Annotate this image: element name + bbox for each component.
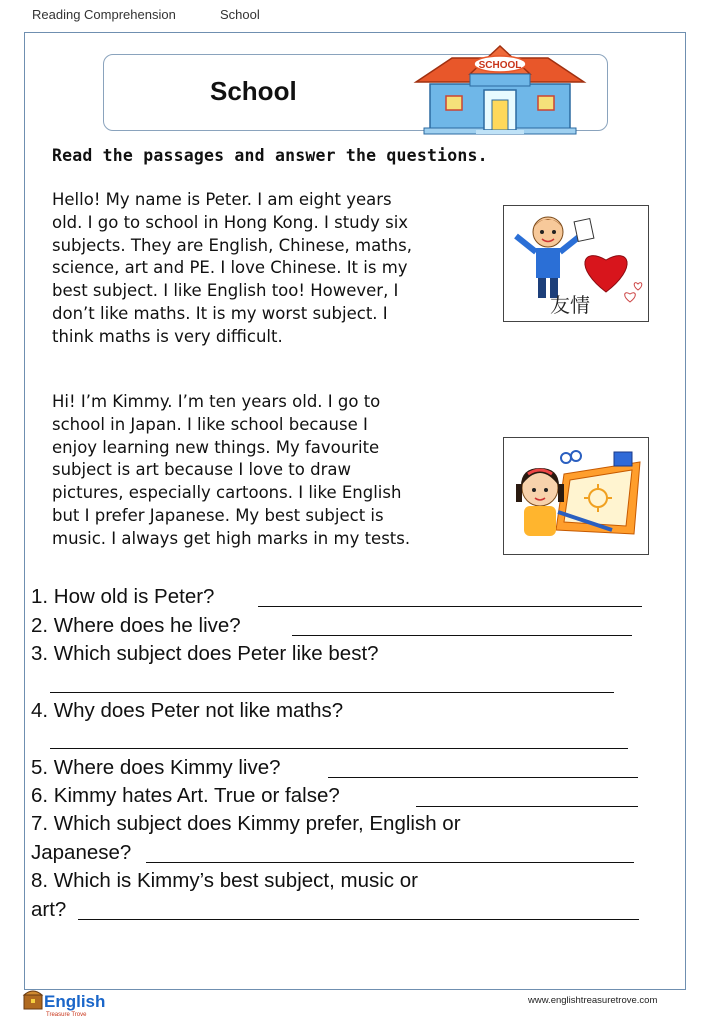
answer-line-8[interactable] xyxy=(78,919,639,920)
passage-line: subjects. They are English, Chinese, maths, xyxy=(52,235,412,255)
passage-line: science, art and PE. I love Chinese. It is my xyxy=(52,258,408,278)
boy-heart-icon xyxy=(504,206,648,321)
instruction-text: Read the passages and answer the questions. xyxy=(52,146,488,165)
school-building-icon xyxy=(412,44,588,136)
question-1: 1. How old is Peter? xyxy=(31,585,215,608)
passage-line: Hi! I’m Kimmy. I’m ten years old. I go to xyxy=(52,392,381,411)
passage-line: subject is art because I love to draw xyxy=(52,460,351,480)
passage-line: enjoy learning new things. My favourite xyxy=(52,437,380,457)
answer-line-1[interactable] xyxy=(258,606,642,607)
answer-line-6[interactable] xyxy=(416,806,638,807)
question-4: 4. Why does Peter not like maths? xyxy=(31,699,344,722)
passage-line: don’t like maths. It is my worst subject. I xyxy=(52,303,388,323)
english-treasure-trove-logo xyxy=(22,985,108,1025)
question-8: 8. Which is Kimmy’s best subject, music or xyxy=(31,869,418,892)
girl-drawing-icon xyxy=(504,438,648,554)
question-8-continued: art? xyxy=(31,898,67,921)
passage-line: music. I always get high marks in my tests. xyxy=(52,528,411,548)
passage-line: Hello! My name is Peter. I am eight years xyxy=(52,190,392,209)
passage-peter xyxy=(52,189,492,349)
answer-line-3[interactable] xyxy=(50,692,614,693)
page-title: School xyxy=(210,76,297,106)
question-6: 6. Kimmy hates Art. True or false? xyxy=(31,784,340,807)
answer-line-4[interactable] xyxy=(50,748,628,749)
header-topic: School xyxy=(220,7,260,22)
logo-subtext: Treasure Trove xyxy=(46,1012,87,1018)
logo-text: English xyxy=(44,992,106,1011)
header-title: Reading Comprehension xyxy=(32,7,176,22)
question-5: 5. Where does Kimmy live? xyxy=(31,756,281,779)
answer-line-5[interactable] xyxy=(328,777,638,778)
footer-url: www.englishtreasuretrove.com xyxy=(528,995,658,1006)
passage-line: best subject. I like English too! However, I xyxy=(52,281,399,301)
passage-line: pictures, especially cartoons. I like English xyxy=(52,483,402,503)
treasure-chest-icon xyxy=(22,985,108,1021)
boy-friendship-picture xyxy=(503,205,649,322)
passage-line: but I prefer Japanese. My best subject is xyxy=(52,505,384,525)
answer-line-7[interactable] xyxy=(146,862,634,863)
question-7-continued: Japanese? xyxy=(31,841,132,864)
question-3: 3. Which subject does Peter like best? xyxy=(31,642,379,665)
girl-art-picture xyxy=(503,437,649,555)
friendship-caption: 友情 xyxy=(550,293,590,317)
passage-line: old. I go to school in Hong Kong. I study six xyxy=(52,212,409,232)
answer-line-2[interactable] xyxy=(292,635,632,636)
passage-kimmy xyxy=(52,391,492,551)
passage-line: school in Japan. I like school because I xyxy=(52,414,368,434)
passage-line: think maths is very difficult. xyxy=(52,326,283,346)
question-7: 7. Which subject does Kimmy prefer, English or xyxy=(31,812,461,835)
question-2: 2. Where does he live? xyxy=(31,614,241,637)
school-sign-text: SCHOOL xyxy=(478,60,522,71)
